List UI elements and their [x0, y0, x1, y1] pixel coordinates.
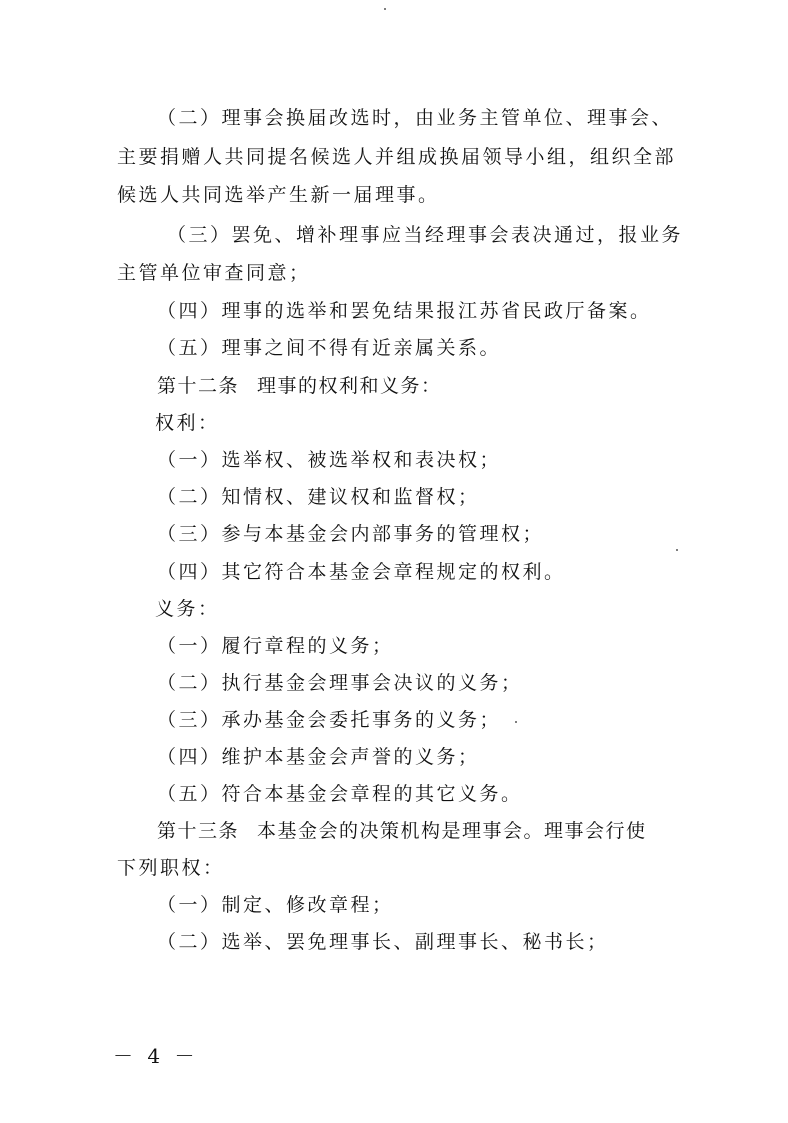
text-line: （三）承办基金会委托事务的义务；: [157, 709, 502, 731]
article-13-text: 本基金会的决策机构是理事会。理事会行使: [257, 820, 647, 842]
text-line: 主要捐赠人共同提名候选人并组成换届领导小组，组织全部: [117, 146, 677, 168]
article-12-title: 第十二条: [157, 375, 240, 397]
article-12-heading: [157, 374, 442, 398]
text-line: （三）参与本基金会内部事务的管理权；: [157, 523, 545, 545]
article-12-text: 理事的权利和义务：: [257, 375, 442, 397]
text-line: （四）维护本基金会声誉的义务；: [157, 746, 480, 768]
text-line: （五）理事之间不得有近亲属关系。: [157, 337, 502, 359]
text-line: （二）选举、罢免理事长、副理事长、秘书长；: [157, 931, 609, 953]
text-line: （四）其它符合本基金会章程规定的权利。: [157, 561, 566, 583]
text-line: （二）理事会换届改选时，由业务主管单位、理事会、: [157, 107, 674, 129]
text-line: （三）罢免、增补理事应当经理事会表决通过，报业务: [167, 224, 684, 246]
scan-speck: [676, 549, 678, 551]
scan-speck: [515, 721, 517, 723]
text-line: （一）制定、修改章程；: [157, 894, 394, 916]
article-13-heading: [157, 819, 647, 843]
text-line: （一）履行章程的义务；: [157, 635, 394, 657]
text-line: 候选人共同选举产生新一届理事。: [117, 184, 440, 206]
section-label-rights: 权利：: [155, 412, 220, 434]
scan-speck: [384, 8, 386, 10]
text-line: （五）符合本基金会章程的其它义务。: [157, 783, 523, 805]
text-line: 下列职权：: [117, 857, 225, 879]
text-line: （四）理事的选举和罢免结果报江苏省民政厅备案。: [157, 300, 652, 322]
page-number: － 4 －: [113, 1044, 199, 1068]
section-label-duties: 义务：: [155, 598, 220, 620]
article-13-title: 第十三条: [157, 820, 240, 842]
text-line: （二）执行基金会理事会决议的义务；: [157, 672, 523, 694]
text-line: （一）选举权、被选举权和表决权；: [157, 449, 502, 471]
text-line: （二）知情权、建议权和监督权；: [157, 486, 480, 508]
text-line: 主管单位审查同意；: [117, 262, 311, 284]
